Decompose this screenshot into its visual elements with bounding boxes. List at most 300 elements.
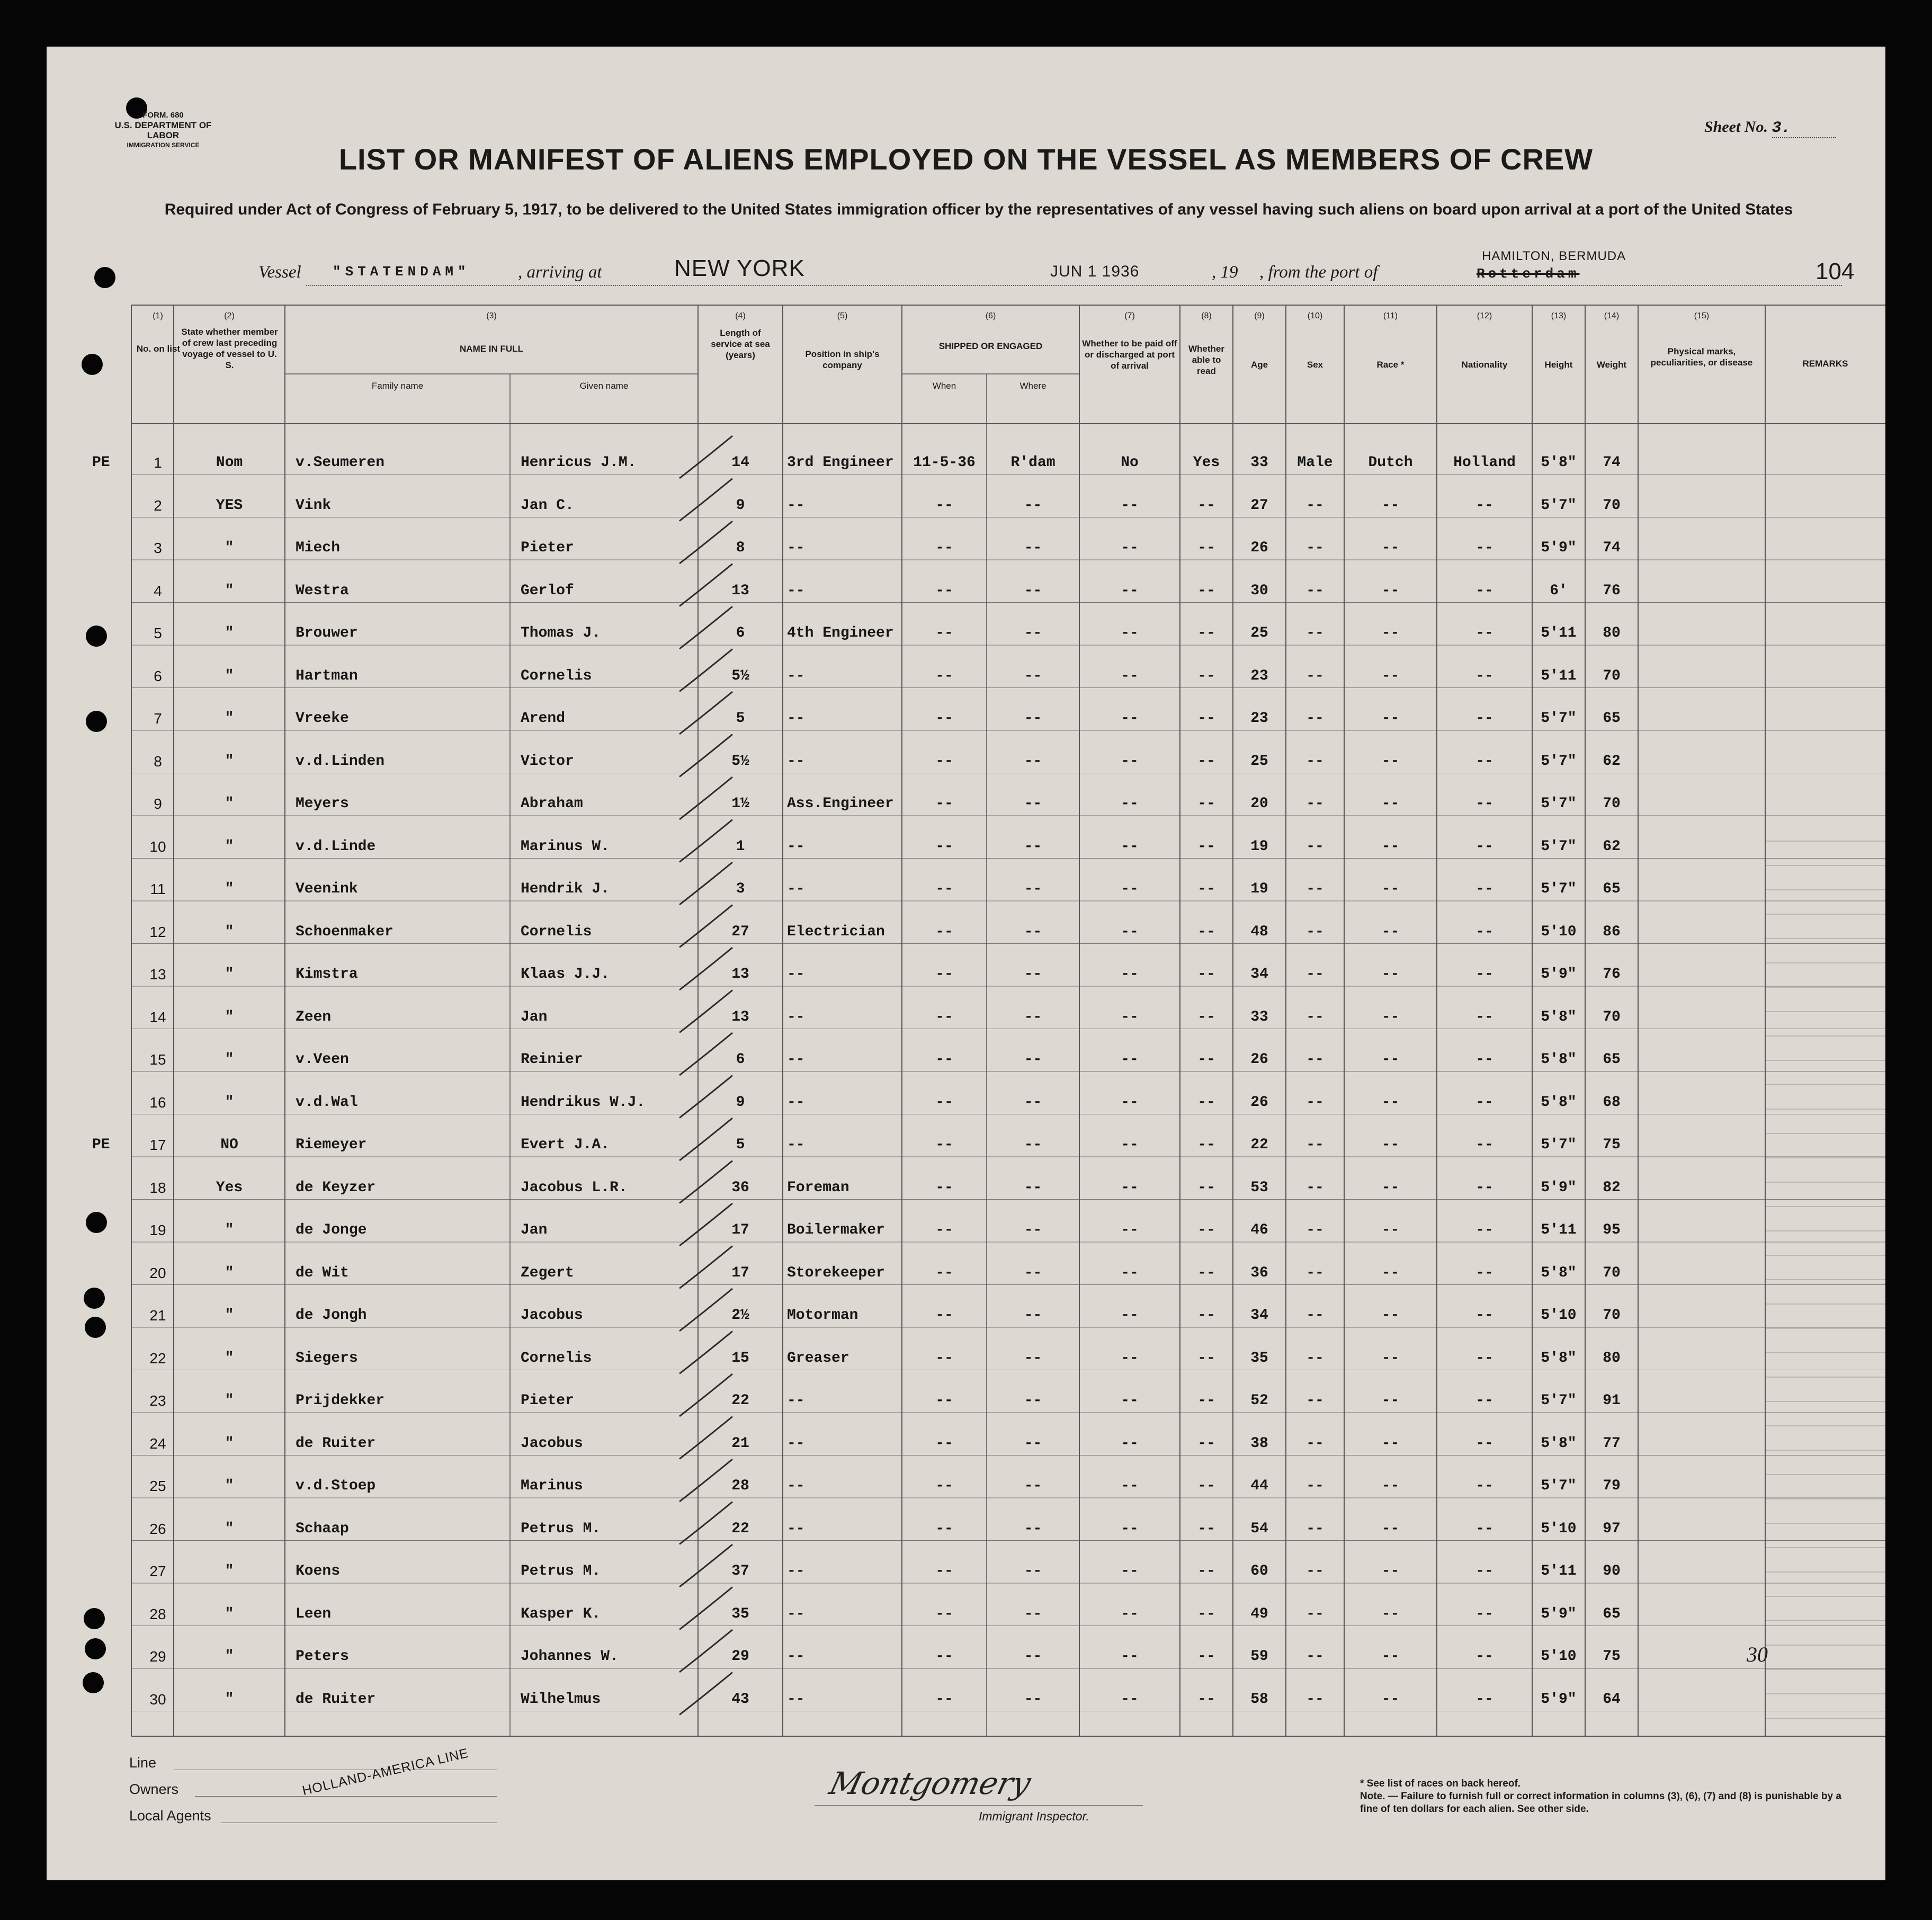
position-cell: Motorman	[787, 1307, 858, 1324]
page-number: 104	[1815, 258, 1855, 284]
sex-cell: --	[1306, 923, 1324, 940]
shipped-when-cell: --	[935, 1137, 953, 1153]
sex-cell: --	[1306, 1264, 1324, 1281]
weight-cell: 80	[1603, 1350, 1621, 1367]
age-cell: 35	[1250, 1350, 1268, 1367]
previous-voyage-cell: "	[225, 838, 234, 855]
paid-off-cell: --	[1121, 1435, 1139, 1452]
shipped-when-cell: --	[935, 796, 953, 812]
weight-cell: 82	[1603, 1179, 1621, 1196]
paid-off-cell: --	[1121, 1563, 1139, 1579]
col-header-read: Whether able to read	[1188, 344, 1224, 376]
weight-cell: 76	[1603, 966, 1621, 983]
position-cell: --	[787, 1563, 805, 1579]
height-cell: 5'8"	[1541, 1435, 1577, 1452]
row-number: 15	[149, 1051, 166, 1068]
able-to-read-cell: --	[1197, 1520, 1215, 1537]
col-header-no: No. on list	[136, 344, 181, 354]
weight-cell: 75	[1603, 1648, 1621, 1665]
sex-cell: --	[1306, 1605, 1324, 1622]
position-cell: --	[787, 1648, 805, 1665]
row-number: 29	[149, 1648, 166, 1665]
age-cell: 23	[1250, 710, 1268, 727]
position-cell: --	[787, 1008, 805, 1025]
family-name-cell: Miech	[296, 540, 341, 556]
family-name-cell: Schaap	[296, 1520, 349, 1537]
previous-voyage-cell: "	[225, 1605, 234, 1622]
nationality-cell: --	[1475, 881, 1493, 897]
nationality-cell: --	[1475, 923, 1493, 940]
height-cell: 5'7"	[1541, 753, 1577, 770]
nationality-cell: --	[1475, 1648, 1493, 1665]
shipped-where-cell: --	[1024, 1350, 1042, 1367]
age-cell: 58	[1250, 1691, 1268, 1708]
col-header-prev-voyage: State whether member of crew last preceding voyage of vessel to U. S.	[181, 327, 278, 370]
sex-cell: --	[1306, 1222, 1324, 1238]
weight-cell: 74	[1603, 454, 1621, 471]
shipped-where-cell: --	[1024, 1478, 1042, 1494]
age-cell: 26	[1250, 540, 1268, 556]
row-number: 28	[149, 1605, 166, 1622]
sex-cell: --	[1306, 1307, 1324, 1324]
department-name: U.S. DEPARTMENT OF LABOR	[114, 120, 212, 140]
position-cell: Greaser	[787, 1350, 849, 1367]
height-cell: 5'10	[1541, 1307, 1577, 1324]
given-name-cell: Jacobus L.R.	[521, 1179, 628, 1196]
col-header-shipped: SHIPPED OR ENGAGED	[938, 341, 1043, 351]
weight-cell: 86	[1603, 923, 1621, 940]
given-name-cell: Gerlof	[521, 582, 574, 599]
weight-cell: 91	[1603, 1392, 1621, 1409]
given-name-cell: Jan C.	[521, 497, 574, 514]
able-to-read-cell: --	[1197, 1264, 1215, 1281]
paid-off-cell: --	[1121, 1264, 1139, 1281]
race-cell: --	[1381, 1222, 1400, 1238]
paid-off-cell: --	[1121, 1008, 1139, 1025]
position-cell: --	[787, 1691, 805, 1708]
service-years-cell: 8	[736, 540, 745, 556]
col-num-4: (4)	[735, 311, 746, 320]
paid-off-cell: --	[1121, 1222, 1139, 1238]
nationality-cell: --	[1475, 1563, 1493, 1579]
shipped-where-cell: --	[1024, 1392, 1042, 1409]
weight-cell: 70	[1603, 497, 1621, 514]
service-years-cell: 28	[731, 1478, 749, 1494]
remarks-note: 30	[1747, 1642, 1768, 1666]
family-name-cell: de Ruiter	[296, 1691, 376, 1708]
col-num-3: (3)	[486, 311, 497, 320]
weight-cell: 70	[1603, 667, 1621, 684]
previous-voyage-cell: "	[225, 1392, 234, 1409]
previous-voyage-cell: "	[225, 753, 234, 770]
weight-cell: 95	[1603, 1222, 1621, 1238]
weight-cell: 62	[1603, 838, 1621, 855]
row-number: 11	[150, 881, 166, 897]
service-years-cell: 15	[731, 1350, 749, 1367]
service-years-cell: 5½	[731, 753, 749, 770]
sex-cell: --	[1306, 1137, 1324, 1153]
sheet-label: Sheet No.	[1704, 118, 1768, 136]
sex-cell: --	[1306, 966, 1324, 983]
shipped-where-cell: --	[1024, 497, 1042, 514]
previous-voyage-cell: "	[225, 796, 234, 812]
weight-cell: 77	[1603, 1435, 1621, 1452]
weight-cell: 97	[1603, 1520, 1621, 1537]
row-number: 1	[154, 454, 162, 471]
shipped-where-cell: --	[1024, 1264, 1042, 1281]
sex-cell: --	[1306, 753, 1324, 770]
nationality-cell: --	[1475, 1392, 1493, 1409]
previous-voyage-cell: "	[225, 1435, 234, 1452]
shipped-when-cell: --	[935, 1094, 953, 1111]
age-cell: 30	[1250, 582, 1268, 599]
nationality-cell: --	[1475, 1137, 1493, 1153]
nationality-cell: --	[1475, 582, 1493, 599]
row-number: 20	[149, 1264, 166, 1281]
age-cell: 20	[1250, 796, 1268, 812]
position-cell: --	[787, 1520, 805, 1537]
able-to-read-cell: --	[1197, 838, 1215, 855]
col-num-12: (12)	[1477, 311, 1492, 320]
given-name-cell: Zegert	[521, 1264, 574, 1281]
paid-off-cell: --	[1121, 881, 1139, 897]
previous-voyage-cell: "	[225, 1648, 234, 1665]
previous-voyage-cell: YES	[216, 497, 243, 514]
shipped-when-cell: --	[935, 1222, 953, 1238]
col-header-given-name: Given name	[579, 381, 629, 391]
previous-voyage-cell: Nom	[216, 454, 243, 471]
row-number: 19	[149, 1222, 166, 1238]
service-years-cell: 27	[731, 923, 749, 940]
shipped-where-cell: --	[1024, 1691, 1042, 1708]
given-name-cell: Thomas J.	[521, 625, 601, 641]
col-header-weight: Weight	[1596, 360, 1627, 370]
weight-cell: 70	[1603, 1008, 1621, 1025]
race-cell: --	[1381, 1307, 1400, 1324]
age-cell: 33	[1250, 1008, 1268, 1025]
sex-cell: --	[1306, 1179, 1324, 1196]
able-to-read-cell: --	[1197, 753, 1215, 770]
shipped-when-cell: --	[935, 923, 953, 940]
family-name-cell: Vink	[296, 497, 332, 514]
sex-cell: --	[1306, 1094, 1324, 1111]
row-number: 3	[154, 540, 162, 556]
family-name-cell: Leen	[296, 1605, 332, 1622]
previous-voyage-cell: "	[225, 710, 234, 727]
position-cell: --	[787, 667, 805, 684]
given-name-cell: Cornelis	[521, 1350, 592, 1367]
position-cell: --	[787, 1605, 805, 1622]
race-cell: --	[1381, 1051, 1400, 1068]
service-years-cell: 9	[736, 1094, 745, 1111]
height-cell: 5'7"	[1541, 1392, 1577, 1409]
date-stamp: JUN 1 1936	[1050, 263, 1140, 280]
age-cell: 26	[1250, 1051, 1268, 1068]
sex-cell: --	[1306, 1435, 1324, 1452]
service-years-cell: 14	[731, 454, 749, 471]
col-num-10: (10)	[1307, 311, 1323, 320]
service-years-cell: 21	[731, 1435, 749, 1452]
shipped-when-cell: --	[935, 881, 953, 897]
able-to-read-cell: --	[1197, 1137, 1215, 1153]
sex-cell: --	[1306, 1051, 1324, 1068]
col-num-14: (14)	[1604, 311, 1620, 320]
col-header-nationality: Nationality	[1461, 360, 1508, 370]
able-to-read-cell: --	[1197, 1222, 1215, 1238]
arriving-port: NEW YORK	[674, 255, 805, 281]
height-cell: 5'10	[1541, 923, 1577, 940]
previous-voyage-cell: Yes	[216, 1179, 243, 1196]
age-cell: 48	[1250, 923, 1268, 940]
given-name-cell: Klaas J.J.	[521, 966, 610, 983]
family-name-cell: Schoenmaker	[296, 923, 393, 940]
position-cell: --	[787, 1392, 805, 1409]
given-name-cell: Wilhelmus	[521, 1691, 601, 1708]
nationality-cell: --	[1475, 710, 1493, 727]
paid-off-cell: No	[1121, 454, 1139, 471]
shipped-when-cell: --	[935, 1008, 953, 1025]
sheet-value: 3.	[1772, 119, 1836, 138]
height-cell: 5'9"	[1541, 540, 1577, 556]
race-cell: --	[1381, 582, 1400, 599]
weight-cell: 79	[1603, 1478, 1621, 1494]
nationality-cell: --	[1475, 753, 1493, 770]
weight-cell: 70	[1603, 1264, 1621, 1281]
sex-cell: --	[1306, 1648, 1324, 1665]
nationality-cell: Holland	[1453, 454, 1516, 471]
shipped-when-cell: --	[935, 540, 953, 556]
age-cell: 60	[1250, 1563, 1268, 1579]
service-years-cell: 22	[731, 1392, 749, 1409]
weight-cell: 70	[1603, 1307, 1621, 1324]
col-num-11: (11)	[1383, 311, 1398, 320]
weight-cell: 90	[1603, 1563, 1621, 1579]
family-name-cell: Zeen	[296, 1008, 332, 1025]
sex-cell: Male	[1297, 454, 1333, 471]
able-to-read-cell: --	[1197, 582, 1215, 599]
previous-voyage-cell: "	[225, 1094, 234, 1111]
height-cell: 5'8"	[1541, 1264, 1577, 1281]
family-name-cell: Brouwer	[296, 625, 358, 641]
paid-off-cell: --	[1121, 923, 1139, 940]
col-num-13: (13)	[1551, 311, 1567, 320]
given-name-cell: Johannes W.	[521, 1648, 619, 1665]
able-to-read-cell: --	[1197, 667, 1215, 684]
given-name-cell: Victor	[521, 753, 574, 770]
given-name-cell: Abraham	[521, 796, 583, 812]
nationality-cell: --	[1475, 1264, 1493, 1281]
shipped-where-cell: --	[1024, 923, 1042, 940]
given-name-cell: Kasper K.	[521, 1605, 601, 1622]
service-years-cell: 3	[736, 881, 745, 897]
sex-cell: --	[1306, 582, 1324, 599]
position-cell: --	[787, 1435, 805, 1452]
able-to-read-cell: --	[1197, 1051, 1215, 1068]
age-cell: 38	[1250, 1435, 1268, 1452]
service-years-cell: 1½	[731, 796, 749, 812]
row-number: 21	[149, 1307, 166, 1324]
family-name-cell: de Keyzer	[296, 1179, 376, 1196]
age-cell: 27	[1250, 497, 1268, 514]
form-number: FORM. 680	[142, 111, 184, 120]
paid-off-cell: --	[1121, 1137, 1139, 1153]
col-header-where: Where	[1019, 381, 1046, 391]
shipped-when-cell: --	[935, 1350, 953, 1367]
race-cell: --	[1381, 1520, 1400, 1537]
previous-voyage-cell: "	[225, 1222, 234, 1238]
row-number: 24	[149, 1435, 166, 1452]
previous-voyage-cell: "	[225, 625, 234, 641]
shipped-where-cell: --	[1024, 1094, 1042, 1111]
row-number: 18	[149, 1179, 166, 1196]
race-cell: --	[1381, 1648, 1400, 1665]
previous-voyage-cell: "	[225, 1307, 234, 1324]
able-to-read-cell: --	[1197, 710, 1215, 727]
family-name-cell: Peters	[296, 1648, 349, 1665]
age-cell: 26	[1250, 1094, 1268, 1111]
line-stamp: HOLLAND-AMERICA LINE	[301, 1745, 470, 1799]
family-name-cell: v.Seumeren	[296, 454, 385, 471]
race-cell: --	[1381, 1094, 1400, 1111]
sex-cell: --	[1306, 1392, 1324, 1409]
from-port-label: , from the port of	[1259, 263, 1378, 282]
inspector-signature: Montgomery	[826, 1765, 1035, 1801]
sex-cell: --	[1306, 1691, 1324, 1708]
height-cell: 5'7"	[1541, 796, 1577, 812]
sex-cell: --	[1306, 1008, 1324, 1025]
weight-cell: 64	[1603, 1691, 1621, 1708]
able-to-read-cell: --	[1197, 1350, 1215, 1367]
able-to-read-cell: --	[1197, 796, 1215, 812]
position-cell: 3rd Engineer	[787, 454, 894, 471]
nationality-cell: --	[1475, 1222, 1493, 1238]
shipped-where-cell: --	[1024, 1605, 1042, 1622]
service-years-cell: 36	[731, 1179, 749, 1196]
previous-voyage-cell: "	[225, 1478, 234, 1494]
service-years-cell: 1	[736, 838, 745, 855]
weight-cell: 65	[1603, 1051, 1621, 1068]
family-name-cell: v.d.Stoep	[296, 1478, 376, 1494]
given-name-cell: Cornelis	[521, 923, 592, 940]
shipped-when-cell: --	[935, 966, 953, 983]
height-cell: 5'9"	[1541, 1179, 1577, 1196]
height-cell: 5'7"	[1541, 1137, 1577, 1153]
race-cell: --	[1381, 497, 1400, 514]
col-num-6: (6)	[985, 311, 996, 320]
paid-off-cell: --	[1121, 838, 1139, 855]
col-num-2: (2)	[224, 311, 235, 320]
age-cell: 19	[1250, 881, 1268, 897]
row-number: 5	[154, 625, 162, 641]
height-cell: 5'11	[1541, 667, 1577, 684]
paid-off-cell: --	[1121, 1691, 1139, 1708]
nationality-cell: --	[1475, 1051, 1493, 1068]
service-years-cell: 35	[731, 1605, 749, 1622]
service-years-cell: 13	[731, 1008, 749, 1025]
able-to-read-cell: --	[1197, 1094, 1215, 1111]
weight-cell: 65	[1603, 881, 1621, 897]
family-name-cell: Vreeke	[296, 710, 349, 727]
sex-cell: --	[1306, 667, 1324, 684]
position-cell: --	[787, 710, 805, 727]
position-cell: Storekeeper	[787, 1264, 885, 1281]
race-cell: --	[1381, 1264, 1400, 1281]
previous-voyage-cell: "	[225, 1520, 234, 1537]
nationality-cell: --	[1475, 1350, 1493, 1367]
able-to-read-cell: --	[1197, 966, 1215, 983]
previous-voyage-cell: "	[225, 1264, 234, 1281]
given-name-cell: Petrus M.	[521, 1563, 601, 1579]
service-years-cell: 9	[736, 497, 745, 514]
row-mark: PE	[92, 454, 110, 471]
paid-off-cell: --	[1121, 753, 1139, 770]
row-mark: PE	[92, 1137, 110, 1153]
family-name-cell: Westra	[296, 582, 349, 599]
sex-cell: --	[1306, 540, 1324, 556]
family-name-cell: Kimstra	[296, 966, 358, 983]
age-cell: 19	[1250, 838, 1268, 855]
shipped-where-cell: --	[1024, 881, 1042, 897]
nationality-cell: --	[1475, 1179, 1493, 1196]
position-cell: --	[787, 582, 805, 599]
races-note: * See list of races on back hereof.	[1360, 1778, 1521, 1789]
col-header-remarks: REMARKS	[1802, 359, 1848, 369]
given-name-cell: Marinus	[521, 1478, 583, 1494]
shipped-when-cell: 11-5-36	[913, 454, 976, 471]
row-number: 13	[149, 966, 166, 983]
row-number: 4	[154, 582, 162, 599]
shipped-where-cell: --	[1024, 1051, 1042, 1068]
shipped-where-cell: --	[1024, 710, 1042, 727]
position-cell: --	[787, 753, 805, 770]
given-name-cell: Hendrik J.	[521, 881, 610, 897]
height-cell: 5'8"	[1541, 1094, 1577, 1111]
sex-cell: --	[1306, 881, 1324, 897]
race-cell: --	[1381, 796, 1400, 812]
family-name-cell: Prijdekker	[296, 1392, 385, 1409]
age-cell: 54	[1250, 1520, 1268, 1537]
given-name-cell: Jan	[521, 1222, 548, 1238]
height-cell: 5'7"	[1541, 710, 1577, 727]
able-to-read-cell: --	[1197, 1605, 1215, 1622]
given-name-cell: Reinier	[521, 1051, 583, 1068]
given-name-cell: Hendrikus W.J.	[521, 1094, 646, 1111]
weight-cell: 70	[1603, 796, 1621, 812]
paid-off-cell: --	[1121, 1520, 1139, 1537]
shipped-where-cell: --	[1024, 1435, 1042, 1452]
row-number: 23	[149, 1392, 166, 1409]
race-cell: --	[1381, 1563, 1400, 1579]
given-name-cell: Jacobus	[521, 1435, 583, 1452]
shipped-where-cell: --	[1024, 838, 1042, 855]
race-cell: --	[1381, 1691, 1400, 1708]
race-cell: --	[1381, 1137, 1400, 1153]
paid-off-cell: --	[1121, 625, 1139, 641]
arriving-label: , arriving at	[518, 263, 602, 282]
able-to-read-cell: --	[1197, 1392, 1215, 1409]
height-cell: 5'11	[1541, 1222, 1577, 1238]
paid-off-cell: --	[1121, 667, 1139, 684]
race-cell: --	[1381, 1435, 1400, 1452]
previous-voyage-cell: "	[225, 1051, 234, 1068]
shipped-where-cell: --	[1024, 1307, 1042, 1324]
service-years-cell: 13	[731, 582, 749, 599]
service-years-cell: 13	[731, 966, 749, 983]
col-header-paid-off: Whether to be paid off or discharged at port of arrival	[1082, 338, 1177, 371]
shipped-when-cell: --	[935, 710, 953, 727]
weight-cell: 68	[1603, 1094, 1621, 1111]
weight-cell: 75	[1603, 1137, 1621, 1153]
